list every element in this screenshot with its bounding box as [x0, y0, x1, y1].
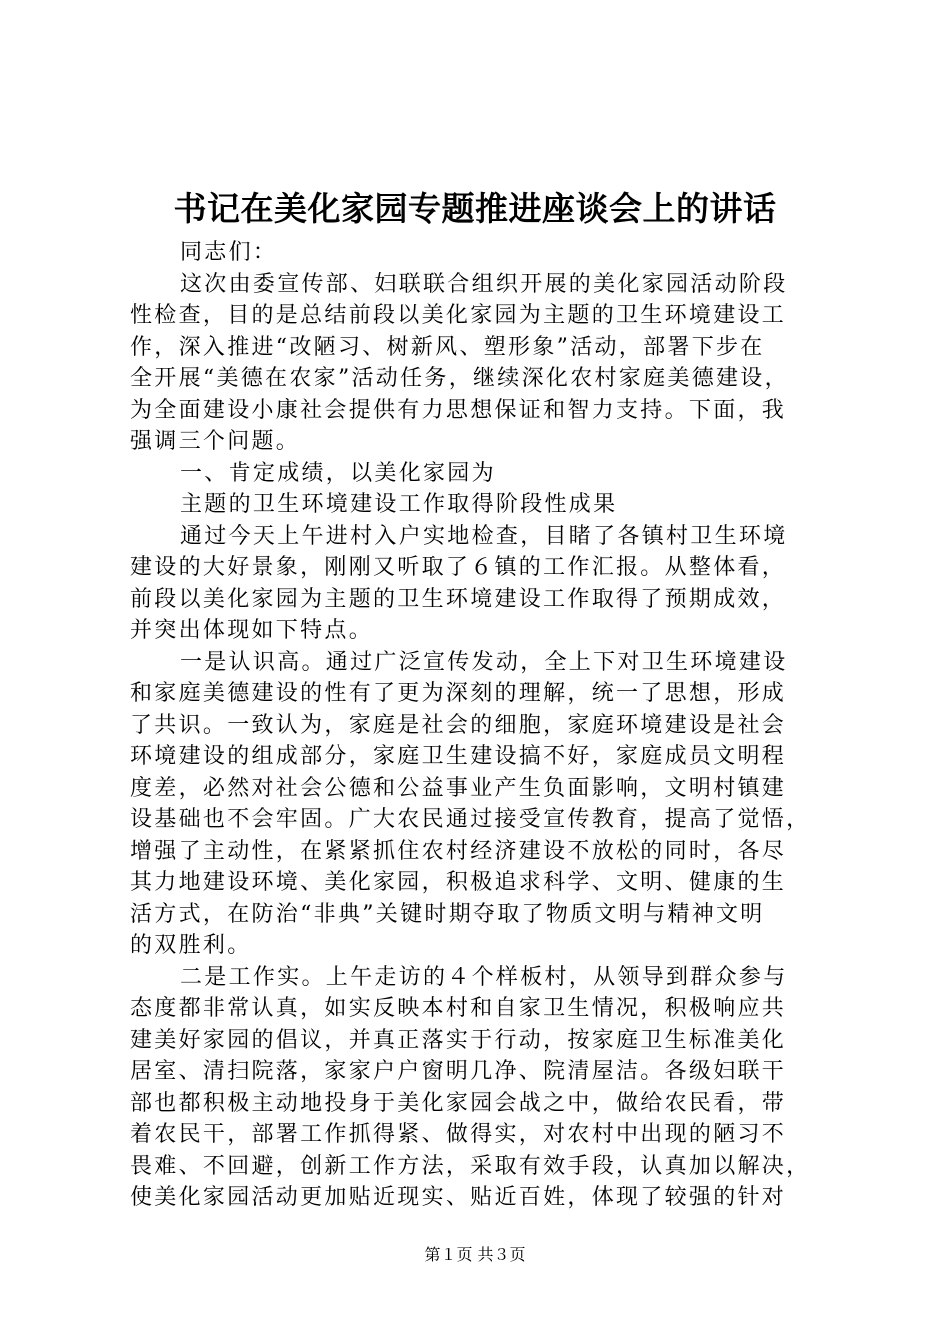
paragraph-line: 环境建设的组成部分，家庭卫生建设搞不好，家庭成员文明程 [130, 744, 787, 769]
paragraph-line: 性检查，目的是总结前段以美化家园为主题的卫生环境建设工 [130, 303, 787, 328]
paragraph-line: 这次由委宣传部、妇联联合组织开展的美化家园活动阶段 [180, 271, 788, 297]
paragraph-line: 使美化家园活动更加贴近现实、贴近百姓，体现了较强的针对 [130, 1185, 787, 1210]
paragraph-line: 全开展“美德在农家”活动任务，继续深化农村家庭美德建设， [130, 366, 789, 391]
paragraph-line: 建美好家园的倡议，并真正落实于行动，按家庭卫生标准美化 [130, 1027, 787, 1053]
paragraph-line: 畏难、不回避，创新工作方法，采取有效手段，认真加以解决， [130, 1153, 811, 1179]
paragraph-line: 为全面建设小康社会提供有力思想保证和智力支持。下面，我 [130, 397, 787, 423]
paragraph-line: 增强了主动性，在紧紧抓住农村经济建设不放松的同时，各尽 [130, 838, 787, 864]
paragraph-line: 居室、清扫院落，家家户户窗明几净、院清屋洁。各级妇联干 [130, 1059, 787, 1084]
paragraph-line: 其力地建设环境、美化家园，积极追求科学、文明、健康的生 [130, 870, 787, 895]
section-heading-line: 主题的卫生环境建设工作取得阶段性成果 [180, 492, 618, 517]
paragraph-line: 前段以美化家园为主题的卫生环境建设工作取得了预期成效， [130, 586, 787, 612]
paragraph-line: 建设的大好景象，刚刚又听取了６镇的工作汇报。从整体看， [130, 555, 787, 580]
paragraph-line: 作，深入推进“改陋习、树新风、塑形象”活动，部署下步在 [130, 334, 765, 360]
paragraph-line: 二是工作实。上午走访的４个样板村，从领导到群众参与 [180, 964, 788, 990]
paragraph-line: 和家庭美德建设的性有了更为深刻的理解，统一了思想，形成 [130, 681, 787, 706]
paragraph-line: 通过今天上午进村入户实地检查，目睹了各镇村卫生环境 [180, 523, 788, 549]
paragraph-line: 设基础也不会牢固。广大农民通过接受宣传教育，提高了觉悟， [130, 807, 811, 832]
paragraph-line: 的双胜利。 [130, 933, 252, 958]
paragraph-line: 态度都非常认真，如实反映本村和自家卫生情况，积极响应共 [130, 996, 787, 1021]
page-number-footer: 第１页 共３页 [424, 1245, 526, 1264]
section-heading-line: 一、肯定成绩，以美化家园为 [180, 460, 496, 486]
paragraph-line: 部也都积极主动地投身于美化家园会战之中，做给农民看，带 [130, 1090, 787, 1116]
paragraph-line: 一是认识高。通过广泛宣传发动，全上下对卫生环境建设 [180, 649, 788, 675]
paragraph-line: 活方式，在防治“非典”关键时期夺取了物质文明与精神文明 [130, 901, 765, 927]
paragraph-line: 强调三个问题。 [130, 429, 301, 454]
paragraph-line: 着农民干，部署工作抓得紧、做得实，对农村中出现的陋习不 [130, 1122, 787, 1147]
paragraph-line: 度差，必然对社会公德和公益事业产生负面影响，文明村镇建 [130, 775, 787, 801]
document-body [130, 237, 826, 1214]
document-title: 书记在美化家园专题推进座谈会上的讲话 [173, 189, 777, 228]
salutation-line: 同志们： [180, 240, 278, 265]
paragraph-line: 并突出体现如下特点。 [130, 618, 374, 643]
paragraph-line: 了共识。一致认为，家庭是社会的细胞，家庭环境建设是社会 [130, 712, 787, 738]
